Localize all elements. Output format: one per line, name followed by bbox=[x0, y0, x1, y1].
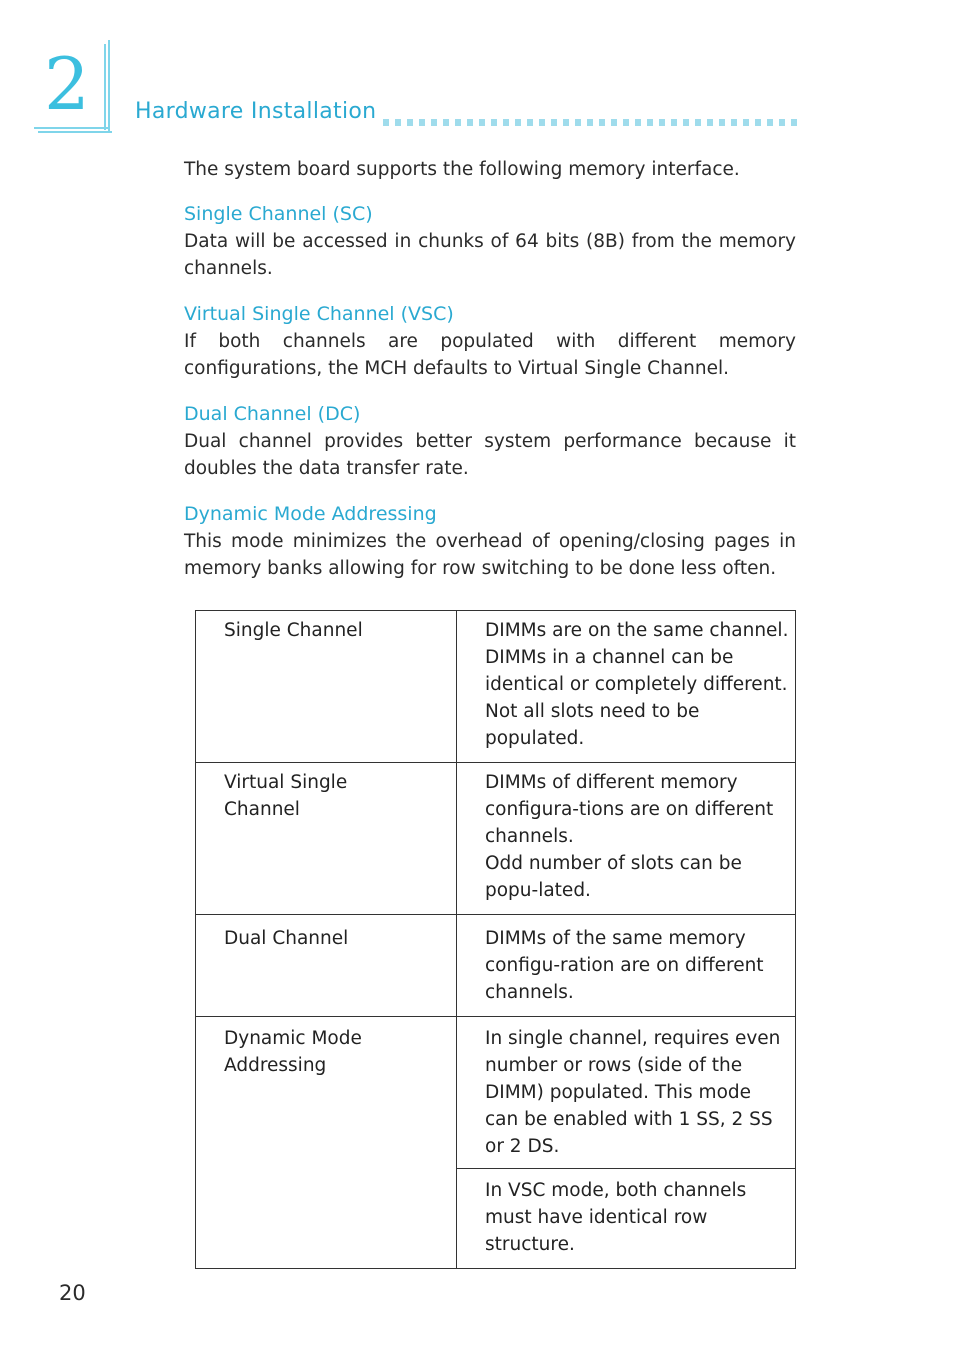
table-row bbox=[196, 611, 796, 763]
section-dual-channel bbox=[184, 401, 796, 482]
mode-description-line: DIMMs are on the same channel. bbox=[485, 620, 789, 641]
section-heading: Dynamic Mode Addressing bbox=[184, 503, 437, 525]
mode-description-line: Not all slots need to be populated. bbox=[485, 701, 700, 749]
chapter-bar-horizontal-outer bbox=[38, 131, 112, 133]
chapter-bar-vertical bbox=[104, 44, 106, 130]
chapter-title: Hardware Installation bbox=[135, 99, 377, 124]
mode-description bbox=[457, 1017, 796, 1269]
mode-description-line: Odd number of slots can be popu-lated. bbox=[485, 853, 742, 901]
chapter-number: 2 bbox=[44, 42, 90, 126]
mode-description bbox=[457, 915, 796, 1017]
page-number: 20 bbox=[59, 1281, 86, 1305]
mode-name: Virtual Single Channel bbox=[196, 763, 457, 915]
mode-description bbox=[457, 611, 796, 763]
main-content bbox=[184, 156, 796, 601]
section-body: This mode minimizes the overhead of opening/closing pages in memory banks allowing for row switching to be done less often. bbox=[184, 531, 796, 579]
intro-text: The system board supports the following memory interface. bbox=[184, 159, 740, 180]
chapter-bar-horizontal bbox=[34, 127, 108, 129]
mode-name: Dynamic Mode Addressing bbox=[196, 1017, 457, 1269]
mode-name: Single Channel bbox=[196, 611, 457, 763]
section-virtual-single-channel bbox=[184, 301, 796, 382]
mode-description-line: DIMMs of the same memory configu-ration are on different channels. bbox=[485, 928, 764, 1003]
section-dynamic-mode-addressing bbox=[184, 501, 796, 582]
table-row bbox=[196, 763, 796, 915]
section-heading: Dual Channel (DC) bbox=[184, 403, 361, 425]
mode-description-line: DIMMs in a channel can be identical or completely different. bbox=[485, 647, 788, 695]
memory-modes-table bbox=[195, 610, 796, 1269]
section-heading: Single Channel (SC) bbox=[184, 203, 373, 225]
table-row bbox=[196, 1017, 796, 1269]
section-single-channel bbox=[184, 201, 796, 282]
chapter-bar-vertical-outer bbox=[108, 40, 110, 132]
section-body: Data will be accessed in chunks of 64 bits (8B) from the memory channels. bbox=[184, 231, 796, 279]
dotted-rule bbox=[383, 119, 798, 126]
table-row bbox=[196, 915, 796, 1017]
section-heading: Virtual Single Channel (VSC) bbox=[184, 303, 454, 325]
mode-name: Dual Channel bbox=[196, 915, 457, 1017]
section-body: Dual channel provides better system performance because it doubles the data transfer rate. bbox=[184, 431, 796, 479]
section-body: If both channels are populated with different memory configurations, the MCH defaults to Virtual Single Channel. bbox=[184, 331, 796, 379]
mode-description-line: In single channel, requires even number or rows (side of the DIMM) populated. This mode can be enabled with 1 SS, 2 SS or 2 DS. bbox=[485, 1028, 781, 1157]
mode-description bbox=[457, 763, 796, 915]
mode-description-extra: In VSC mode, both channels must have identical row structure. bbox=[457, 1168, 795, 1258]
mode-description-line: DIMMs of different memory configura-tions are on different channels. bbox=[485, 772, 774, 847]
